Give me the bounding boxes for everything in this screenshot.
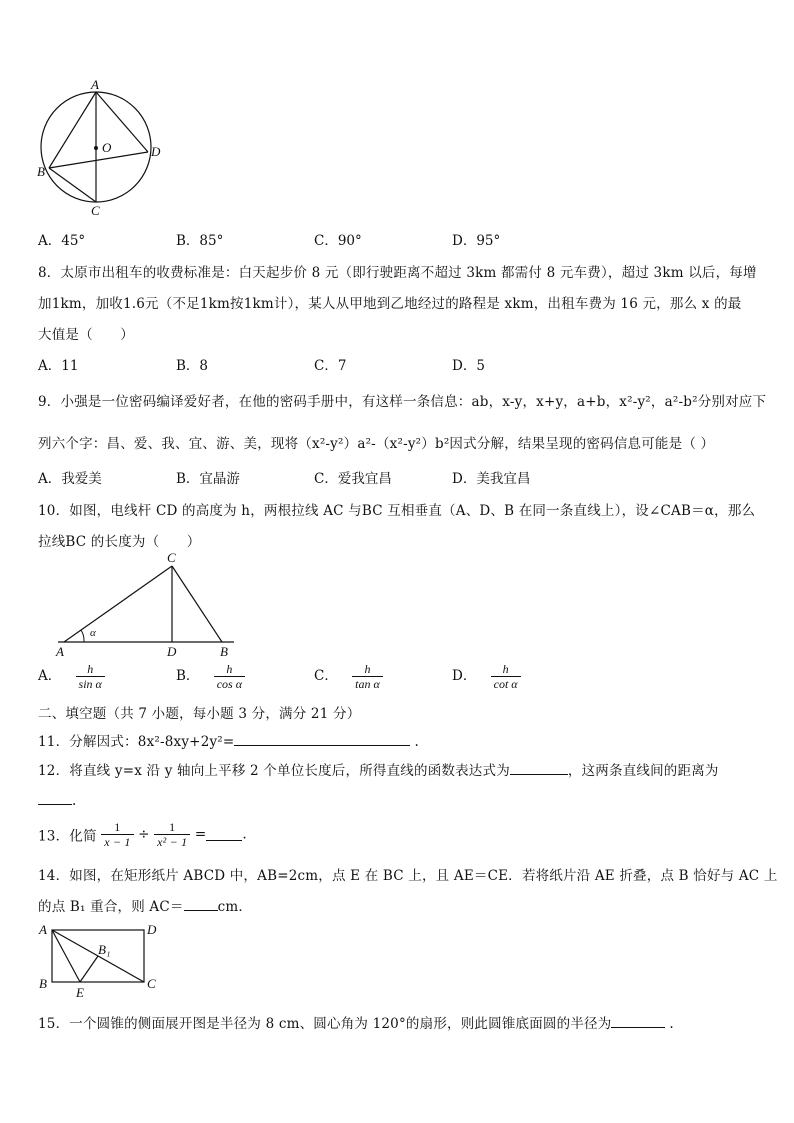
line-cb [172,566,222,642]
q12-line-1 [38,759,719,779]
option-label: D． [452,668,477,684]
q13-equals: = [194,826,207,843]
label-a: A [39,922,47,937]
q9-option-b: B．宜晶游 [176,471,240,487]
label-d: D [147,922,157,937]
label-b: B [220,644,228,659]
fraction-numerator: h [87,662,94,676]
q13-divide: ÷ [138,826,150,843]
fraction-numerator: h [364,662,371,676]
option-fraction [214,662,245,691]
label-a: A [56,644,64,659]
q8-option-a: A．11 [38,358,79,374]
q12-text-end: ，这两条直线间的距离为 [567,763,719,779]
q10-triangle-figure [50,550,240,660]
q10-line-1: 10．如图，电线杆 CD 的高度为 h，两根拉线 AC 与BC 互相垂直（A、D、B 在同一条直线上），设∠CAB＝α，那么 [38,503,756,519]
q13 [38,820,247,849]
q11-answer-blank[interactable] [234,733,410,746]
q15-end: . [669,1016,674,1032]
q13-end: . [242,826,247,843]
q13-answer-blank[interactable] [206,828,242,841]
q11-end: . [414,734,419,750]
q12-answer-blank-1[interactable] [510,762,568,775]
q14-answer-blank[interactable] [184,898,218,911]
label-c: C [147,976,156,991]
q13-fraction-1 [101,820,133,849]
q8-line-3: 大值是（ ） [38,327,134,343]
q12-answer-blank-2[interactable] [38,792,72,805]
q12-end: . [72,793,77,809]
q15-answer-blank[interactable] [611,1015,665,1028]
q13-fraction-2 [154,820,190,849]
q14-unit: cm． [217,899,253,915]
label-b: B [39,976,47,991]
fraction-numerator: h [502,662,509,676]
q7-circle-figure [30,78,170,218]
fraction-denominator: cos α [214,676,245,691]
q9-option-c: C．爱我宜昌 [314,471,392,487]
q7-option-d: D．95° [452,233,501,249]
fraction-denominator: tan α [352,676,383,691]
q9-option-a: A．我爱美 [38,471,102,487]
q8-option-c: C．7 [314,358,347,374]
line-eb1 [80,956,98,982]
q14-rectangle-figure [36,920,166,1000]
center-point [94,146,98,150]
q8-line-2: 加1km，加收1.6元（不足1km按1km计），某人从甲地到乙地经过的路程是 xkm，出租车费为 16 元，那么 x 的最 [38,296,742,312]
q12-line-2 [38,792,77,809]
chord-ab [49,92,96,168]
q10-line-2: 拉线BC 的长度为（ ） [38,534,201,550]
fraction-denominator: x² − 1 [154,834,190,849]
option-fraction [491,662,521,691]
label-a: A [91,78,99,92]
q11 [38,730,419,750]
line-ac [64,566,172,642]
q10-option-c [314,662,383,691]
option-fraction [76,662,105,691]
fraction-denominator: sin α [76,676,105,691]
label-d: D [167,644,177,659]
q13-prefix: 13．化简 [38,828,97,845]
fraction-numerator: 1 [114,820,121,834]
q10-option-b [176,662,245,691]
label-d: D [151,144,161,159]
label-b: B [37,164,45,179]
q8-line-1: 8．太原市出租车的收费标准是：白天起步价 8 元（即行驶距离不超过 3km 都需付 8 元车费），超过 3km 以后，每增 [38,265,757,281]
fraction-denominator: x − 1 [101,834,133,849]
label-alpha: α [90,627,96,639]
option-label: A． [38,668,62,684]
fraction-numerator: 1 [169,820,176,834]
q7-option-b: B．85° [176,233,224,249]
q15 [38,1012,674,1032]
q14-line-1: 14．如图，在矩形纸片 ABCD 中，AB=2cm，点 E 在 BC 上，且 AE＝CE．若将纸片沿 AE 折叠，点 B 恰好与 AC 上 [38,868,778,884]
section-2-heading: 二、填空题（共 7 小题，每小题 3 分，满分 21 分） [38,706,361,722]
option-label: C． [314,668,338,684]
q10-option-d [452,662,521,691]
q8-option-b: B．8 [176,358,209,374]
q15-text: 15．一个圆锥的侧面展开图是半径为 8 cm、圆心角为 120°的扇形，则此圆锥底面圆的半径为 [38,1016,612,1032]
q8-option-d: D．5 [452,358,485,374]
option-label: B． [176,668,200,684]
label-c: C [91,203,100,218]
angle-arc [81,630,84,642]
q9-line-1: 9．小强是一位密码编译爱好者，在他的密码手册中，有这样一条信息：ab，x-y，x+y，a+b，x²-y²，a²-b²分别对应下 [38,394,767,410]
label-e: E [76,985,84,1000]
q10-option-a [38,662,105,691]
q9-option-d: D．美我宜昌 [452,471,531,487]
q14-line-2 [38,895,252,915]
chord-bd [49,152,148,168]
label-c: C [167,550,176,565]
q14-text: 的点 B₁ 重合，则 AC＝ [38,899,184,915]
option-fraction [352,662,383,691]
q11-text: 11．分解因式：8x²-8xy+2y²= [38,734,235,750]
q7-option-a: A．45° [38,233,86,249]
label-o: O [102,140,112,155]
q7-option-c: C．90° [314,233,362,249]
fraction-numerator: h [226,662,233,676]
q9-line-2: 列六个字：昌、爱、我、宜、游、美，现将（x²-y²）a²-（x²-y²）b²因式分解，结果呈现的密码信息可能是（ ） [38,436,715,452]
q12-text: 12．将直线 y=x 沿 y 轴向上平移 2 个单位长度后，所得直线的函数表达式为 [38,763,510,779]
fraction-denominator: cot α [491,676,521,691]
label-b1: B₁ [98,942,111,957]
